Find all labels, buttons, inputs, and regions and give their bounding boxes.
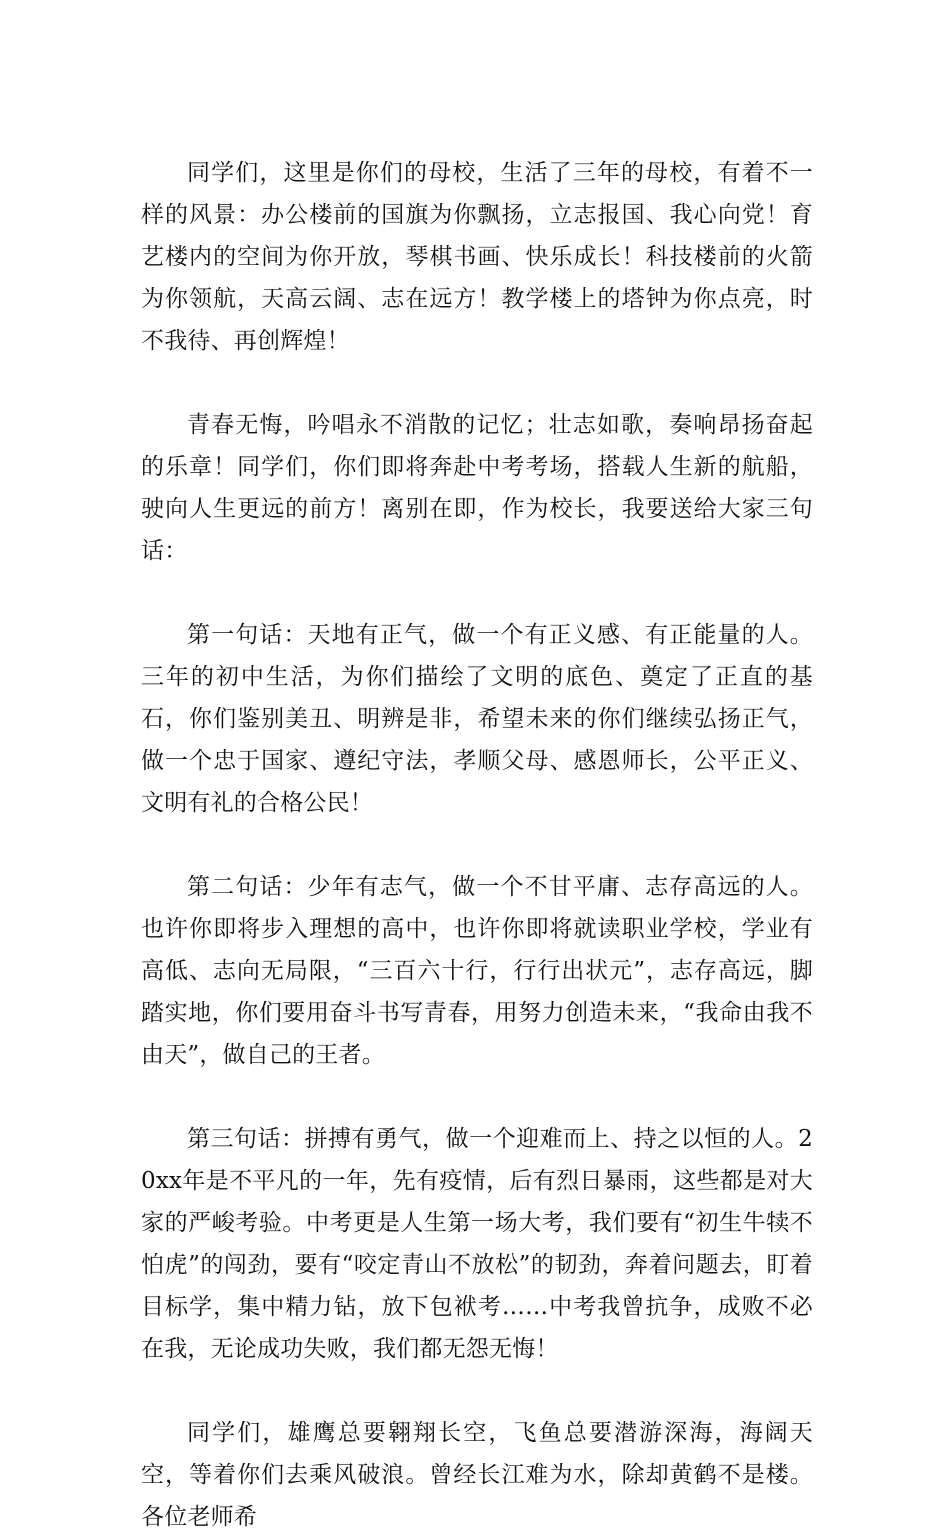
paragraph-closing: 同学们，雄鹰总要翱翔长空，飞鱼总要潜游深海，海阔天空，等着你们去乘风破浪。曾经长江难为水，除却黄鹤不是楼。各位老师希: [141, 1420, 813, 1530]
paragraph-school-scenery: 同学们，这里是你们的母校，生活了三年的母校，有着不一样的风景：办公楼前的国旗为你飘扬，立志报国、我心向党！育艺楼内的空间为你开放，琴棋书画、快乐成长！科技楼前的火箭为你领航，天高云阔、志在远方！教学楼上的塔钟为你点亮，时不我待、再创辉煌！: [141, 160, 813, 354]
paragraph-farewell-intro: 青春无悔，吟唱永不消散的记忆；壮志如歌，奏响昂扬奋起的乐章！同学们，你们即将奔赴中考考场，搭载人生新的航船，驶向人生更远的前方！离别在即，作为校长，我要送给大家三句话：: [141, 412, 813, 564]
document-body: [141, 152, 813, 1538]
paragraph-third-word: 第三句话：拼搏有勇气，做一个迎难而上、持之以恒的人。20xx年是不平凡的一年，先有疫情，后有烈日暴雨，这些都是对大家的严峻考验。中考更是人生第一场大考，我们要有“初生牛犊不怕虎”的闯劲，要有“咬定青山不放松”的韧劲，奔着问题去，盯着目标学，集中精力钻，放下包袱考……中考我曾抗争，成败不必在我，无论成功失败，我们都无怨无悔！: [141, 1126, 813, 1362]
paragraph-second-word: 第二句话：少年有志气，做一个不甘平庸、志存高远的人。也许你即将步入理想的高中，也许你即将就读职业学校，学业有高低、志向无局限，“三百六十行，行行出状元”，志存高远，脚踏实地，你们要用奋斗书写青春，用努力创造未来，“我命由我不由天”，做自己的王者。: [141, 874, 813, 1068]
paragraph-first-word: 第一句话：天地有正气，做一个有正义感、有正能量的人。三年的初中生活，为你们描绘了文明的底色、奠定了正直的基石，你们鉴别美丑、明辨是非，希望未来的你们继续弘扬正气，做一个忠于国家、遵纪守法，孝顺父母、感恩师长，公平正义、文明有礼的合格公民！: [141, 622, 813, 816]
